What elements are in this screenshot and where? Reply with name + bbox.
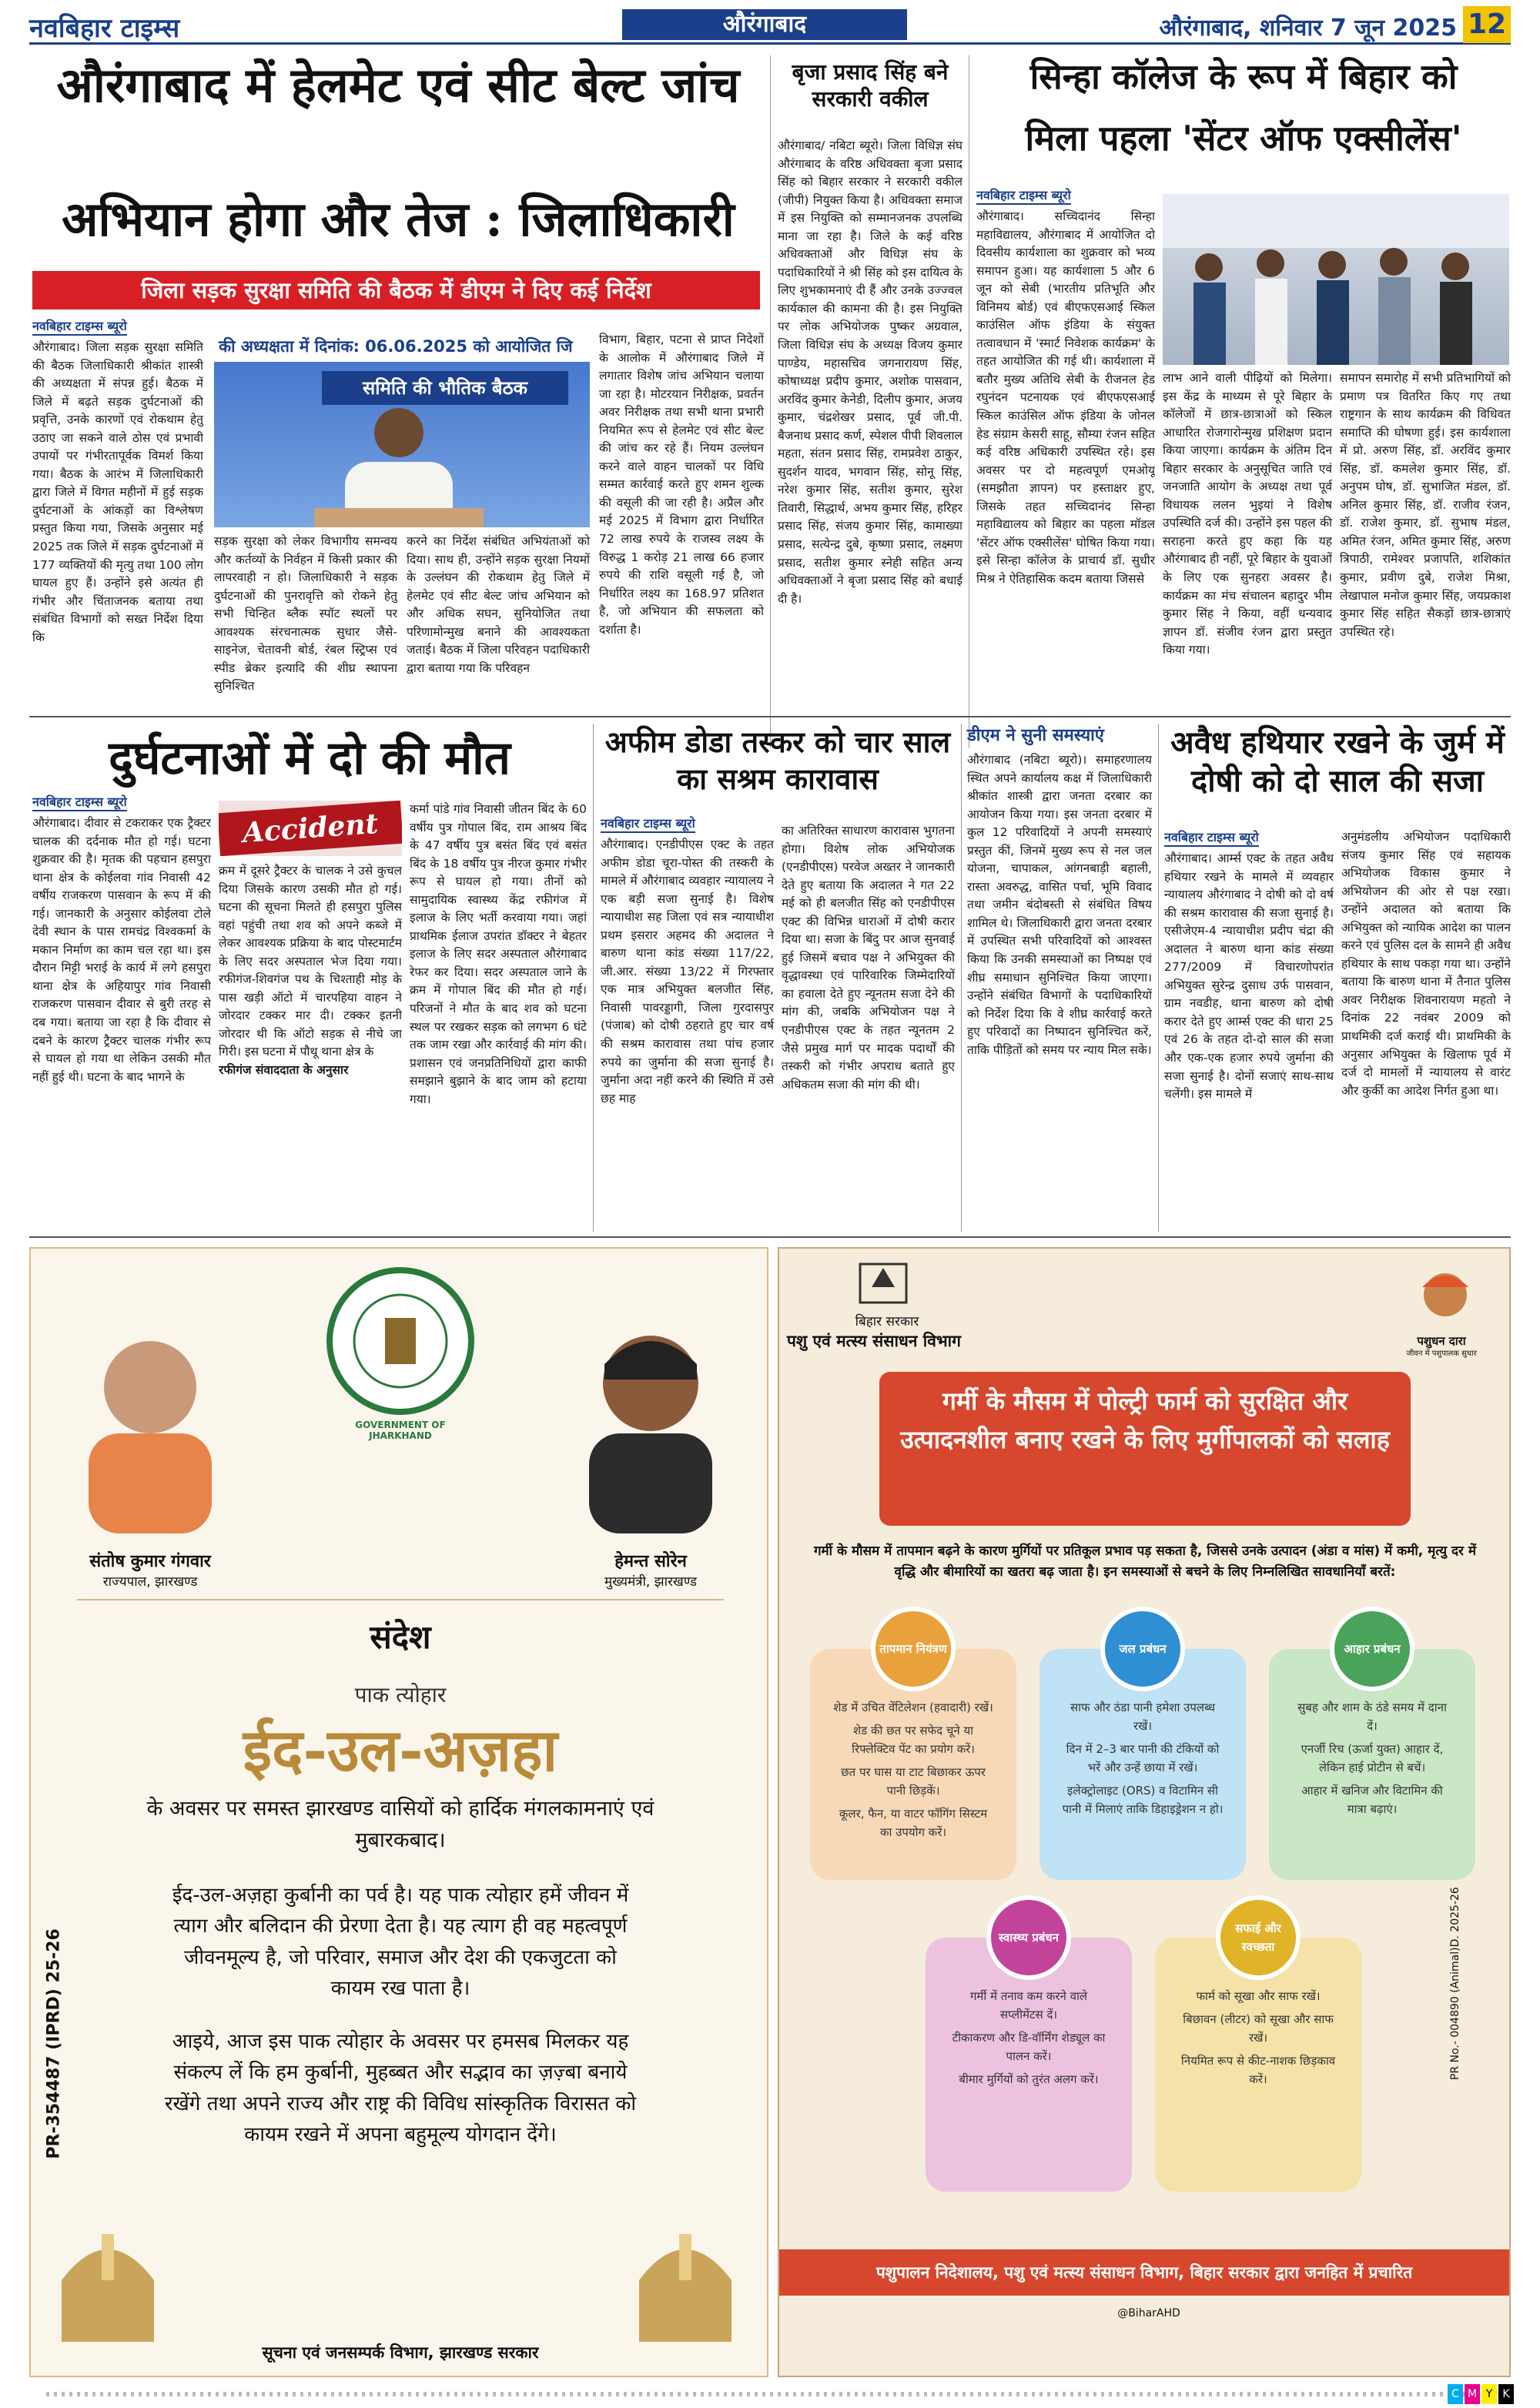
governor-portrait [62,1326,239,1533]
photo-banner-sub: समिति की भौतिक बैठक [322,371,568,405]
accident-headline: दुर्घटनाओं में दो की मौत [109,731,511,785]
advisory-card-line: छत पर घास या टाट बिछाकर ऊपर पानी छिड़कें। [841,1765,986,1798]
arms-byline: नवबिहार टाइम्स ब्यूरो [1164,828,1259,847]
section-divider [29,716,1511,717]
advisory-card-icon: तापमान नियंत्रण [871,1607,956,1691]
emblem-text: GOVERNMENT OF JHARKHAND [355,1420,446,1441]
message-para-2: आइये, आज इस पाक त्योहार के अवसर पर हमसब मिलकर यह संकल्प लें कि हम कुर्बानी, मुहब्बत और सद्भाव का ज़ज़्बा बनाये रखेंगे तथा अपने राज्य और राष्ट्र की विविध सांस्कृतिक विरासत को कायम रखने में अपना बहुमूल्य योगदान देंगे। [164,2030,637,2146]
lead-text-2: सड़क सुरक्षा को लेकर विभागीय समन्वय और कर्तव्यों के निर्वहन में किसी प्रकार की लापरवाही न हो। जिलाधिकारी ने सड़क दुर्घटनाओं की पुनरावृत्ति को रोकने हेतु सभी चिन्हित ब्लैक स्पॉट स्थलों पर आवश्यक संरचनात्मक सुधार जैसे- साइनेज, चेतावनी बोर्ड, रंबल स्ट्रिप्स एवं स्पीड ब्रेकर इत्यादि की शीघ्र स्थापना सुनिश्चित [214,534,397,694]
ad-right-govt: बिहार सरकार [855,1314,919,1329]
lead-headline-2: अभियान होगा और तेज : जिलाधिकारी [62,191,735,247]
print-register-bar [0,2383,1540,2408]
ad-left-pr-number: PR-354487 (IPRD) 25-26 [44,1928,64,2159]
governor-name: संतोष कुमार गंगवार [89,1552,211,1571]
advisory-card-line: शेड में उचित वेंटिलेशन (हवादारी) रखें। [833,1701,993,1714]
advisory-card-icon: स्वास्थ्य प्रबंधन [986,1895,1071,1980]
lawyer-column [778,137,962,745]
accident-text-2: क्रम में दूसरे ट्रैक्टर के चालक ने उसे कुचल दिया जिसके कारण उसकी मौत हो गई। घटना की सूचना मिलते ही हसपुरा पुलिस वहां पहुंची तथा शव को अपने कब्जे में लेकर आवश्यक प्रक्रिया के बाद पोस्टमार्टम के लिए सदर अस्पताल भेज दिया गया। रफीगंज-शिवगंज पथ के चिश्ताही मोड़ के पास खड़ी ऑटो में चारपहिया वाहन ने जोरदार टक्कर मार दी। टक्कर इतनी जोरदार थी कि ऑटो सड़क से नीचे जा गिरी। इस घटना में पौथू थाना क्षेत्र के [219,864,402,1059]
college-photo [1163,194,1509,365]
festival-title: ईद-उल-अज़हा [243,1716,558,1784]
register-black: K [1498,2384,1514,2404]
college-text-3: समापन समारोह में सभी प्रतिभागियों को प्रमाण पत्र वितरित किए गए तथा राष्ट्रगान के साथ कार्यक्रम की विधिवत समाप्ति की घोषणा हुई। इस कार्यशाला में प्रो. अरुण सिंह, डॉ. अरविंद कुमार सिंह, डॉ. कमलेश कुमार सिंह, डॉ. अनुपम घोष, डॉ. सुभाजित मंडल, डॉ. अनिल कुमार सिंह, डॉ. राजीव रंजन, डॉ. राजेश कुमार, डॉ. सुभाष मंडल, अमित रंजन, अमित कुमार सिंह, अरुण त्रिपाठी, रामेश्वर प्रजापति, शशिकांत कुमार, प्रवीण दुबे, राजेश मिश्रा, लेखापाल मनोज कुमार सिंह, जयप्रकाश कुमार सिंह सहित सैकड़ों छात्र-छात्राएं उपस्थित रहे। [1340,371,1511,639]
advisory-card-line: फार्म को सूखा और साफ रखें। [1196,1989,1321,2003]
column-rule [593,724,594,1232]
lawyer-headline: बृजा प्रसाद सिंह बने सरकारी वकील [792,59,949,112]
arms-text-1: औरंगाबाद। आर्म्स एक्ट के तहत अवैध हथियार रखने के मामले में व्यवहार न्यायालय औरंगाबाद ने दोषी को दो वर्ष की सश्रम कारावास की सजा सुनाई है। एसीजेएम-4 न्यायाधीश प्रदीप चंद्रा की अदालत ने बारुण थाना कांड संख्या 277/2009 में विचारणोपरांत अभियुक्त सुरेन्द्र दुसाध उर्फ पासवान, ग्राम नवडीह, थाना बारुण को दोषी करार देते हुए आर्म्स एक्ट की धारा 25 एवं 26 के तहत दो-दो साल की सजा और एक-एक हजार रुपये जुर्माना की सजा सुनाई है। दोनों सजाएं साथ-साथ चलेंगी। इस मामले में [1164,851,1334,1102]
advisory-card-line: इलेक्ट्रोलाइट (ORS) व विटामिन सी पानी में मिलाएं ताकि डिहाइड्रेशन न हो। [1062,1784,1224,1816]
festival-greeting: के अवसर पर समस्त झारखण्ड वासियों को हार्दिक मंगलकामनाएं एवं मुबारकबाद। [146,1797,654,1852]
advisory-card [1269,1642,1475,1880]
arms-column-2 [1341,828,1511,1230]
opium-column-2 [782,822,955,1230]
advisory-card-line: कूलर, फैन, या वाटर फॉगिंग सिस्टम का उपयोग करें। [839,1807,988,1839]
advisory-card [926,1931,1132,2192]
column-rule [770,55,771,748]
accident-column-1 [32,793,211,1228]
festival-pretitle: पाक त्योहार [354,1682,447,1707]
ad-divider [77,1599,724,1600]
accident-image [219,801,402,856]
eid-greeting-ad [29,1247,768,2377]
advisory-card-line: एनर्जी रिच (ऊर्जा युक्त) आहार दें, लेकिन हाई प्रोटीन से बचें। [1301,1742,1444,1774]
photo-banner: की अध्यक्षता में दिनांक: 06.06.2025 को आयोजित जि [214,331,590,362]
advisory-card-line: नियमित रूप से कीट-नाशक छिड़काव करें। [1180,2054,1336,2086]
ad-right-footer: पशुपालन निदेशालय, पशु एवं मत्स्य संसाधन विभाग, बिहार सरकार द्वारा जनहित में प्रचारित [779,2249,1509,2296]
arms-headline: अवैध हथियार रखने के जुर्म में दोषी को दो साल की सजा [1170,724,1505,799]
advisory-card-line: बीमार मुर्गियों को तुरंत अलग करें। [959,2072,1099,2086]
poultry-advisory-ad [778,1247,1511,2377]
college-column-3 [1340,370,1511,747]
advisory-card-line: बिछावन (लीटर) को सूखा और साफ रखें। [1183,2012,1334,2045]
ads-divider [29,1236,1511,1238]
opium-column-1 [601,814,774,1230]
advisory-card-line: दिन में 2–3 बार पानी की टंकियों को भरें और उन्हें छाया में रखें। [1066,1742,1220,1774]
college-byline: नवबिहार टाइम्स ब्यूरो [976,186,1071,205]
ad-right-social: @BiharAHD [1117,2307,1180,2319]
college-column-2 [1163,370,1332,747]
advisory-intro: गर्मी के मौसम में तापमान बढ़ने के कारण मुर्गियों पर प्रतिकूल प्रभाव पड़ सकता है, जिससे उनके उत्पादन (अंडा व मांस) में कमी, मृत्यु दर में वृद्धि और बीमारियों का खतरा बढ़ जाता है। इन समस्याओं से बचने के लिए निम्नलिखित सावधानियाँ बरतें: [813,1543,1477,1580]
section-label: औरंगाबाद [622,9,907,40]
advisory-card-icon: जल प्रबंधन [1100,1607,1185,1691]
masthead [29,6,1511,45]
page-number: 12 [1463,6,1511,43]
accident-text-1: औरंगाबाद। दीवार से टकराकर एक ट्रैक्टर चालक की दर्दनाक मौत हो गई। घटना शुक्रवार की है। मृतक की पहचान हसपुरा थाना क्षेत्र के कोईलवा गांव निवासी 42 वर्षीय राजकरण पासवान के रूप में की गई। जानकारी के अनुसार कोईलवा टोले देवी स्थान के पास रामचंद्र विश्वकर्मा के मकान निर्माण का काम चल रहा था। इस दौरान मिट्टी भराई के कार्य में लगे हसपुरा थाना क्षेत्र के अहियापुर गांव निवासी राजकरण पासवान दीवार से बुरी तरह से दब गया। बताया जा रहा है कि दीवार से दबने के कारण ट्रैक्टर चालक गंभीर रूप से घायल हो गया था लेकिन उसकी मौत नहीं हुई थी। घटना के बाद भागने के [32,816,211,1084]
college-column-1 [976,186,1155,747]
lead-headline-1: औरंगाबाद में हेलमेट एवं सीट बेल्ट जांच [56,57,740,113]
advisory-card [1040,1642,1246,1880]
advisory-card-icon: आहार प्रबंधन [1330,1607,1414,1691]
lead-photo [214,331,590,527]
column-rule [1158,724,1159,1232]
opium-byline: नवबिहार टाइम्स ब्यूरो [601,814,695,833]
mosque-lamp-right [624,2203,747,2342]
opium-text-2: का अतिरिक्त साधारण कारावास भुगतना होगा। विशेष लोक अभियोजक (एनडीपीएस) परवेज अख्तर ने जानकारी देते हुए बताया कि अदालत ने गत 22 मई को ही बलजीत सिंह को एनडीपीएस एक्ट की विभिन्न धाराओं में दोषी करार दिया था। सजा के बिंदु पर आज सुनवाई हुई जिसमें बचाव पक्ष ने अभियुक्त की वृद्धावस्था एवं पारिवारिक जिम्मेदारियों का हवाला देते हुए न्यूनतम सजा देने की मांग की, जबकि अभियोजन पक्ष ने एनडीपीएस एक्ट के तहत न्यूनतम 2 जैसे प्रमुख मार्ग पर मादक पदार्थों की तस्करी को गंभीर अपराध बताते हुए अधिकतम सजा की मांग की थी। [782,824,955,1092]
advisory-card-icon: सफाई और स्वच्छता [1216,1895,1301,1980]
college-text-2: लाभ आने वाली पीढ़ियों को मिलेगा। इस केंद्र के माध्यम से पूरे बिहार के कॉलेजों में छात्र-छात्राओं को स्किल आधारित रोजगारोन्मुख प्रशिक्षण प्रदान किया जाएगा। कार्यक्रम के अंतिम दिन बिहार सरकार के अनुसूचित जाति एवं जनजाति आयोग के अध्यक्ष तथा पूर्व विधायक ललन भुइयां ने विशेष उपस्थिति दर्ज की। उन्होंने इस पहल की सराहना करते हुए कहा कि यह औरंगाबाद ही नहीं, पूरे बिहार के युवाओं के लिए एक सुनहरा अवसर है। कार्यक्रम का मंच संचालन बहादुर भीम कुमार सिंह ने किया, वहीं धन्यवाद ज्ञापन डॉ. संजीव रंजन द्वारा प्रस्तुत किया गया। [1163,371,1332,657]
lead-text-4: विभाग, बिहार, पटना से प्राप्त निदेशों के आलोक में औरंगाबाद जिले में लगातार विशेष जांच अभियान चलाया जा रहा है। मोटरयान निरीक्षक, प्रवर्तन अवर निरीक्षक तथा सभी थाना प्रभारी नियमित रूप से हेलमेट एवं सीट बेल्ट की जांच कर रहे हैं। नियम उल्लंघन करने वाले वाहन चालकों पर विधि सम्मत कार्रवाई करते हुए शमन शुल्क की वसूली की जा रही है। अप्रैल और मई 2025 में विभाग द्वारा निर्धारित 72 लाख रुपये के राजस्व लक्ष्य के विरुद्ध 1 करोड़ 21 लाख 66 हजार रुपये की राशि वसूली गई है, जो निर्धारित लक्ष्य का 168.97 प्रतिशत है, जो अभियान की सफलता को दर्शाता है। [599,333,764,637]
ad-left-footer: सूचना एवं जनसम्पर्क विभाग, झारखण्ड सरकार [262,2343,539,2362]
advisory-card-line: साफ और ठंडा पानी हमेशा उपलब्ध रखें। [1070,1701,1216,1733]
advisory-card [810,1642,1016,1880]
lead-text-1: औरंगाबाद। जिला सड़क सुरक्षा समिति की बैठक जिलाधिकारी श्रीकांत शास्त्री की अध्यक्षता में संपन्न हुई। बैठक में जिले में बढ़ते सड़क दुर्घटनाओं की प्रवृत्ति, उनके कारणों एवं रोकथाम हेतु उठाए जा सकने वाले ठोस एवं प्रभावी उपायों पर गंभीरतापूर्वक विमर्श किया गया। बैठक के आरंभ में जिलाधिकारी द्वारा जिले में विगत महीनों में हुई सड़क दुर्घटनाओं के आंकड़ों का विश्लेषण प्रस्तुत किया गया, जिसके अनुसार मई 2025 तक जिले में सड़क दुर्घटनाओं में 177 व्यक्तियों की मृत्यु तथा 100 लोग घायल हुए हैं। उन्होंने इसे अत्यंत ही गंभीर और चिंताजनक बताया तथा संबंधित विभागों को सख्त निर्देश दिया कि [32,340,203,644]
mascot-tagline: जीवन में पशुपालक सुधार [1406,1349,1477,1358]
advisory-card-line: शेड की छत पर सफेद चूने या रिफ्लेक्टिव पेंट का प्रयोग करें। [852,1724,975,1756]
message-heading: संदेश [370,1618,431,1656]
advisory-card-line: सुबह और शाम के ठंडे समय में दाना दें। [1297,1701,1447,1733]
arms-text-2: अनुमंडलीय अभियोजन पदाधिकारी संजय कुमार सिंह एवं सहायक अभियोजक विकास कुमार ने अभियोजन की ओर से पक्ष रखा। उन्होंने अदालत को बताया कि अभियुक्त को न्यायिक आदेश का पालन करने एवं पुलिस दल के सामने ही अवैध हथियार के साथ पकड़ा गया था। उन्होंने बताया कि बारुण थाना में तैनात पुलिस अवर निरीक्षक शिवनारायण महतो ने दिनांक 22 नवंबर 2009 को प्राथमिकी दर्ज कराई थी। प्राथमिकी के अनुसार अभियुक्त के खिलाफ पूर्व में दर्ज दो मामलों में न्यायालय से वारंट और कुर्की का आदेश निर्गत हुआ था। [1341,830,1511,1098]
accident-column-2 [219,862,402,1228]
cm-name: हेमन्त सोरेन [614,1552,687,1571]
cm-portrait [562,1318,739,1533]
officer-figure [314,400,484,527]
message-para-1: ईद-उल-अज़हा कुर्बानी का पर्व है। यह पाक त्योहार हमें जीवन में त्याग और बलिदान की प्रेरणा देता है। यह त्याग ही वह महत्वपूर्ण जीवनमूल्य है, जो परिवार, समाज और देश की एकजुटता को कायम रख पाता है। [172,1884,629,2000]
ad-right-pr-number: PR No.- 004890 (Animal)D. 2025-26 [1449,1887,1461,2080]
advisory-card-line: गर्मी में तनाव कम करने वाले सप्लीमेंटस दें। [969,1989,1088,2022]
newspaper-brand: नवबिहार टाइम्स [29,13,180,44]
college-text-1: औरंगाबाद। सच्चिदानंद सिन्हा महाविद्यालय, औरंगाबाद में आयोजित दो दिवसीय कार्यशाला का शुक्रवार को भव्य समापन हुआ। यह कार्यशाला 5 और 6 जून को सेबी (भारतीय प्रतिभूति और विनिमय बोर्ड) एवं बीएफएसआई स्किल काउंसिल ऑफ इंडिया के संयुक्त तत्वावधान में 'स्मार्ट निवेशक कार्यक्रम' के तहत आयोजित की गई थी। कार्यशाला में बतौर मुख्य अतिथि सेबी के रीजनल हेड रघुनंदन पटनायक एवं बीएफएसआई स्किल काउंसिल ऑफ इंडिया के जोनल हेड संग्राम केसरी साहू, सौम्या रंजन सहित कई वरिष्ठ अधिकारी उपस्थित रहे। इस अवसर पर दो महत्वपूर्ण एमओयू (समझौता ज्ञापन) पर हस्ताक्षर हुए, जिसके तहत सच्चिदानंद सिन्हा महाविद्यालय को बिहार का पहला मॉडल 'सेंटर ऑफ एक्सीलेंस' घोषित किया गया। इसे सिन्हा कॉलेज के प्राचार्य डॉ. सुधीर मिश्र ने ऐतिहासिक कदम बताया जिससे [976,209,1155,586]
lawyer-text: औरंगाबाद/ नबिटा ब्यूरो। जिला विधिज्ञ संघ औरंगाबाद के वरिष्ठ अधिवक्ता बृजा प्रसाद सिंह को बिहार सरकार ने सरकारी वकील (जीपी) नियुक्त किया है। अधिवक्ता समाज में इस नियुक्ति को सम्मानजनक उपलब्धि माना जा रहा है। जिले के कई वरिष्ठ अधिवक्ताओं और विधिज्ञ संघ के पदाधिकारियों ने श्री सिंह को इस दायित्व के लिए शुभकामनाएं दी हैं और उनके उज्ज्वल कार्यकाल की कामना की है। इस नियुक्ति पर लोक अभियोजक पुष्कर अग्रवाल, जिला विधिज्ञ संघ के अध्यक्ष विजय कुमार पाण्डेय, महासचिव जगनारायण सिंह, कोषाध्यक्ष प्रदीप कुमार, अशोक पासवान, अरविंद कुमार केनेडी, दिलीप कुमार, अजय कुमार, चंद्रशेखर प्रसाद, पूर्व जी.पी. बैजनाथ प्रसाद कर्ण, स्पेशल पीपी शिवलाल महता, संतन प्रसाद सिंह, रामप्रवेश ठाकुर, सुदर्शन यादव, भगवान सिंह, सोनू सिंह, नरेश कुमार सिंह, सतीश कुमार, सुरेश तिवारी, सिद्धार्थ, अभय कुमार सिंह, हरिहर प्रसाद सिंह, संजय कुमार सिंह, कामाख्या प्रसाद, सत्येन्द्र दुबे, कृष्णा प्रसाद, लक्ष्मण प्रसाद, सतीश कुमार स्नेही सहित अन्य अधिवक्ताओं ने बृजा प्रसाद सिंह को बधाई दी है। [778,139,962,606]
accident-column-3 [410,801,587,1228]
cm-title: मुख्यमंत्री, झारखण्ड [604,1574,697,1590]
register-cyan: C [1448,2384,1463,2404]
lead-text-3: करने का निर्देश संबंधित अभियंताओं को दिया। साथ ही, उन्होंने सड़क सुरक्षा नियमों के उल्लंघन की रोकथाम हेतु जिले में हेलमेट एवं सीट बेल्ट जांच अभियान को और अधिक सघन, सुनियोजित तथा परिणामोन्मुख बनाने की आवश्यकता जताई। बैठक में जिला परिवहन पदाधिकारी द्वारा बताया गया कि परिवहन [407,534,590,675]
advisory-card-line: टीकाकरण और डि-वॉर्मिंग शेड्यूल का पालन करें। [952,2031,1106,2063]
accident-subhead: रफीगंज संवाददाता के अनुसार [219,1063,349,1078]
accident-text-3: कर्मा पांडे गांव निवासी जीतन बिंद के 60 वर्षीय पुत्र गोपाल बिंद, राम आश्रय बिंद के 47 वर्षीय पुत्र बसंत बिंद एवं बसंत बिंद के 18 वर्षीय पुत्र नीरज कुमार गंभीर रूप से घायल हो गया। तीनों को सामुदायिक स्वास्थ्य केंद्र रफीगंज में इलाज के लिए भर्ती करवाया गया। जहां प्राथमिक ईलाज उपरांत डॉक्टर ने बेहतर इलाज के लिए सदर अस्पताल औरंगाबाद रेफर कर दिया। सदर अस्पताल जाने के क्रम में गोपाल बिंद की मौत हो गई। परिजनों ने मौत के बाद शव को घटना स्थल पर रखकर सड़क को लगभग 6 घंटे तक जाम रखा और कार्रवाई की मांग की। प्रशासन एवं जनप्रतिनिधियों द्वारा काफी समझाने बुझाने के बाद जाम को हटाया गया। [410,802,587,1106]
mascot-icon [1411,1264,1480,1333]
lead-byline: नवबिहार टाइम्स ब्यूरो [32,317,127,336]
bihar-emblem [852,1256,914,1310]
jharkhand-emblem [323,1264,477,1418]
accident-image-label: Accident [219,801,402,856]
advisory-card-line: आहार में खनिज और विटामिन की मात्रा बढ़ाएं। [1301,1784,1443,1816]
arms-column-1 [1164,828,1334,1230]
college-headline-2: मिला पहला 'सेंटर ऑफ एक्सीलेंस' [1025,118,1462,159]
dm-issues-text: औरंगाबाद (नबिटा ब्यूरो)। समाहरणालय स्थित अपने कार्यालय कक्ष में जिलाधिकारी श्रीकांत शास्त्री द्वारा जनता दरबार का आयोजन किया गया। इस जनता दरबार में कुल 12 परिवादियों ने अपनी समस्याएं प्रस्तुत कीं, जिनमें मुख्य रूप से नल जल योजना, चापाकल, आंगनबाड़ी बहाली, रास्ता अवरुद्ध, वासित पर्चा, भूमि विवाद तथा जमीन बंदोबस्ती से संबंधित विषय शामिल थे। जिलाधिकारी द्वारा जनता दरबार में उपस्थित सभी परिवादियों को आश्वस्त किया कि उनकी समस्याओं का निष्पक्ष एवं शीघ्र समाधान सुनिश्चित किया जाएगा। उन्होंने संबंधित विभागों के पदाधिकारियों को निर्देश दिया कि वे शीघ्र कार्रवाई करते हुए परिवादों का निष्पादन सुनिश्चित करें, ताकि पीड़ितों को समय पर न्याय मिल सके। [967,753,1152,1057]
register-yellow: Y [1481,2384,1497,2404]
issue-date: औरंगाबाद, शनिवार 7 जून 2025 [1159,15,1457,42]
mascot-name: पशुधन दारा [1417,1334,1466,1348]
accident-byline: नवबिहार टाइम्स ब्यूरो [32,793,127,811]
college-photo-figures [1163,194,1509,365]
opium-text-1: औरंगाबाद। एनडीपीएस एक्ट के तहत अफीम डोडा चूरा-पोस्त की तस्करी के मामले में औरंगाबाद व्यवहार न्यायालय ने एक बड़ी सजा सुनाई है। विशेष न्यायाधीश सह जिला एवं सत्र न्यायाधीश प्रथम इसरार अहमद की अदालत ने बारुण थाना कांड संख्या 117/22, जी.आर. संख्या 13/22 में गिरफ्तार एक मात्र अभियुक्त बलजीत सिंह, निवासी पावरड्डागी, जिला गुरदासपुर (पंजाब) को दोषी ठहराते हुए चार वर्ष की सश्रम कारावास तथा पांच हजार रुपये का जुर्माना की सजा सुनाई है। जुर्माना अदा नहीं करने की स्थिति में उसे छह माह [601,838,774,1105]
lead-column-1 [32,317,203,748]
register-magenta: M [1465,2384,1480,2404]
college-headline-1: सिन्हा कॉलेज के रूप में बिहार को [1029,56,1458,97]
governor-title: राज्यपाल, झारखण्ड [102,1574,198,1590]
mosque-lamp-left [46,2203,169,2342]
column-rule [961,724,962,1232]
lead-subhead: जिला सड़क सुरक्षा समिति की बैठक में डीएम ने दिए कई निर्देश [32,271,760,309]
dm-issues-column [967,751,1152,1230]
ad-right-dept: पशु एवं मत्स्य संसाधन विभाग [787,1332,961,1350]
dm-issues-headline: डीएम ने सुनी समस्याएं [967,725,1104,745]
advisory-title: गर्मी के मौसम में पोल्ट्री फार्म को सुरक्षित और उत्पादनशील बनाए रखने के लिए मुर्गीपालकों को सलाह [879,1372,1411,1526]
opium-headline: अफीम डोडा तस्कर को चार साल का सश्रम कारावास [604,724,951,796]
lead-column-4 [599,331,764,748]
advisory-card [1155,1921,1361,2192]
